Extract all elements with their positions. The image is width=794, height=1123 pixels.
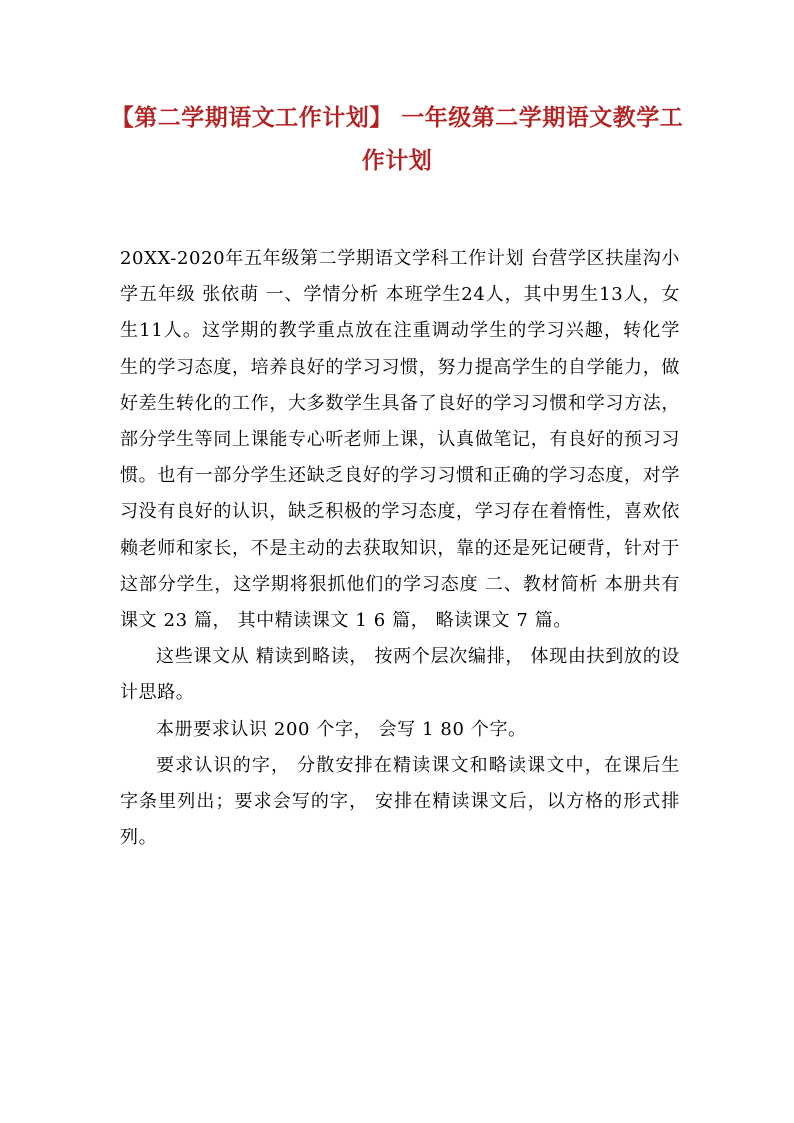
document-body bbox=[120, 241, 680, 856]
paragraph-1: 20XX-2020年五年级第二学期语文学科工作计划 台营学区扶崖沟小学五年级 张依萌 一、学情分析 本班学生24人，其中男生13人，女生11人。这学期的教学重点放在注重调动学生的学习兴趣，转化学生的学习态度，培养良好的学习习惯，努力提高学生的自学能力，做好差生转化的工作，大多数学生具备了良好的学习习惯和学习方法，部分学生等同上课能专心听老师上课，认真做笔记，有良好的预习习惯。也有一部分学生还缺乏良好的学习习惯和正确的学习态度，对学习没有良好的认识，缺乏积极的学习态度，学习存在着惰性，喜欢依赖老师和家长，不是主动的去获取知识，靠的还是死记硬背，针对于这部分学生，这学期将狠抓他们的学习态度 二、教材简析 本册共有课文 23 篇， 其中精读课文 1 6 篇， 略读课文 7 篇。 bbox=[120, 248, 680, 632]
paragraph-3: 本册要求认识 200 个字， 会写 1 80 个字。 bbox=[156, 718, 527, 740]
paragraph-2: 这些课文从 精读到略读， 按两个层次编排， 体现由扶到放的设计思路。 bbox=[120, 646, 680, 704]
document-title: 【第二学期语文工作计划】 一年级第二学期语文教学工作计划 bbox=[110, 104, 684, 174]
paragraph-4: 要求认识的字， 分散安排在精读课文和略读课文中，在课后生字条里列出；要求会写的字， 安排在精读课文后，以方格的形式排列。 bbox=[120, 754, 680, 849]
